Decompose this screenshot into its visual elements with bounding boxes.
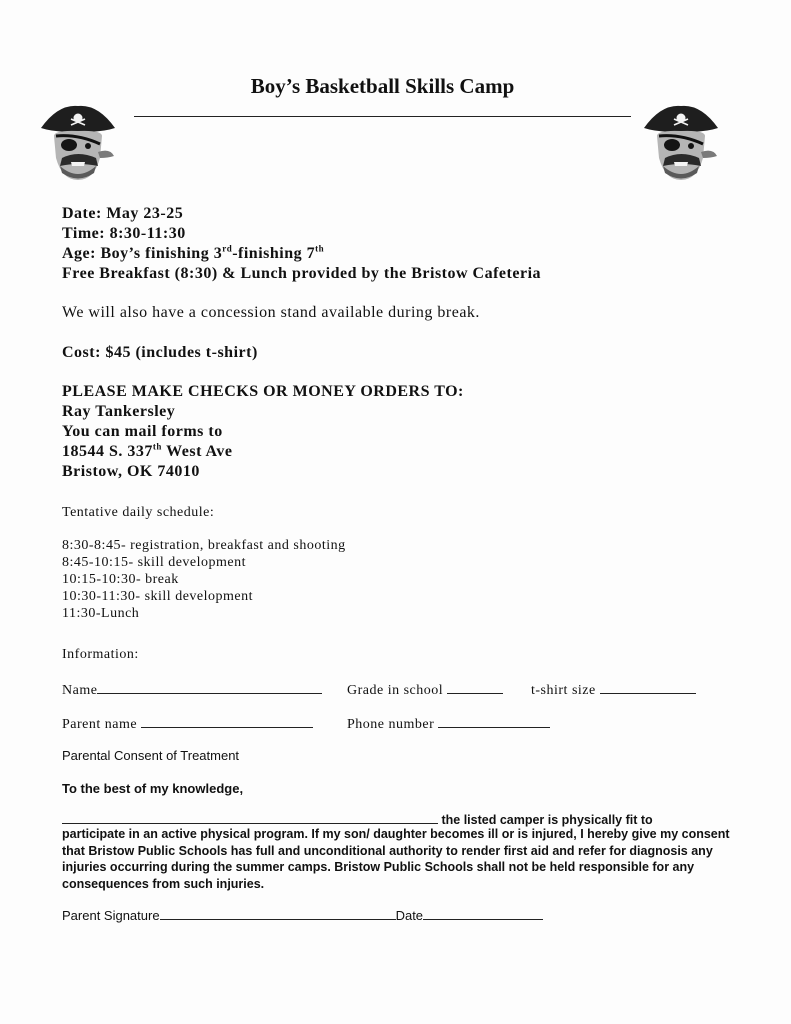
- parent-signature-field[interactable]: Parent Signature Date: [62, 906, 543, 923]
- consent-statement: participate in an active physical program. If my son/ daughter becomes ill or is injured, I hereby give my consent that Bristow Public Schools has full and unconditional authority to render first aid and refer for diagnosis any injuries occurring during the summer camps. Bristow Public Schools shall not be held responsible for any consequences from such injuries.: [62, 827, 730, 891]
- meals-note: Free Breakfast (8:30) & Lunch provided by the Bristow Cafeteria: [62, 265, 542, 282]
- camper-fitness-line[interactable]: the listed camper is physically fit to: [62, 810, 653, 827]
- title-divider: [134, 116, 631, 117]
- camp-cost: Cost: $45 (includes t-shirt): [62, 344, 258, 361]
- camp-time: Time: 8:30-11:30: [62, 225, 186, 242]
- grade-field[interactable]: Grade in school: [347, 680, 503, 699]
- payee-name: Ray Tankersley: [62, 403, 176, 420]
- payment-heading: PLEASE MAKE CHECKS OR MONEY ORDERS TO:: [62, 383, 464, 400]
- mail-note: You can mail forms to: [62, 423, 223, 440]
- concession-note: We will also have a concession stand available during break.: [62, 304, 480, 321]
- camp-date: Date: May 23-25: [62, 205, 184, 222]
- schedule-item: 10:30-11:30- skill development: [62, 589, 254, 604]
- phone-number-field[interactable]: Phone number: [347, 714, 550, 733]
- name-field[interactable]: Name: [62, 680, 322, 699]
- schedule-item: 10:15-10:30- break: [62, 572, 179, 587]
- schedule-heading: Tentative daily schedule:: [62, 505, 215, 520]
- page-title: Boy’s Basketball Skills Camp: [250, 74, 515, 98]
- camp-age: Age: Boy’s finishing 3rd-finishing 7th: [62, 243, 325, 262]
- schedule-item: 11:30-Lunch: [62, 606, 140, 621]
- mailing-city: Bristow, OK 74010: [62, 463, 200, 480]
- consent-intro: To the best of my knowledge,: [62, 781, 244, 796]
- tshirt-size-field[interactable]: t-shirt size: [531, 680, 696, 699]
- information-heading: Information:: [62, 647, 139, 662]
- pirate-mascot-icon: [38, 100, 118, 182]
- consent-heading: Parental Consent of Treatment: [62, 748, 240, 763]
- pirate-mascot-icon: [641, 100, 721, 182]
- parent-name-field[interactable]: Parent name: [62, 714, 313, 733]
- schedule-item: 8:45-10:15- skill development: [62, 555, 247, 570]
- schedule-item: 8:30-8:45- registration, breakfast and shooting: [62, 538, 346, 553]
- mailing-address: 18544 S. 337th West Ave: [62, 441, 233, 460]
